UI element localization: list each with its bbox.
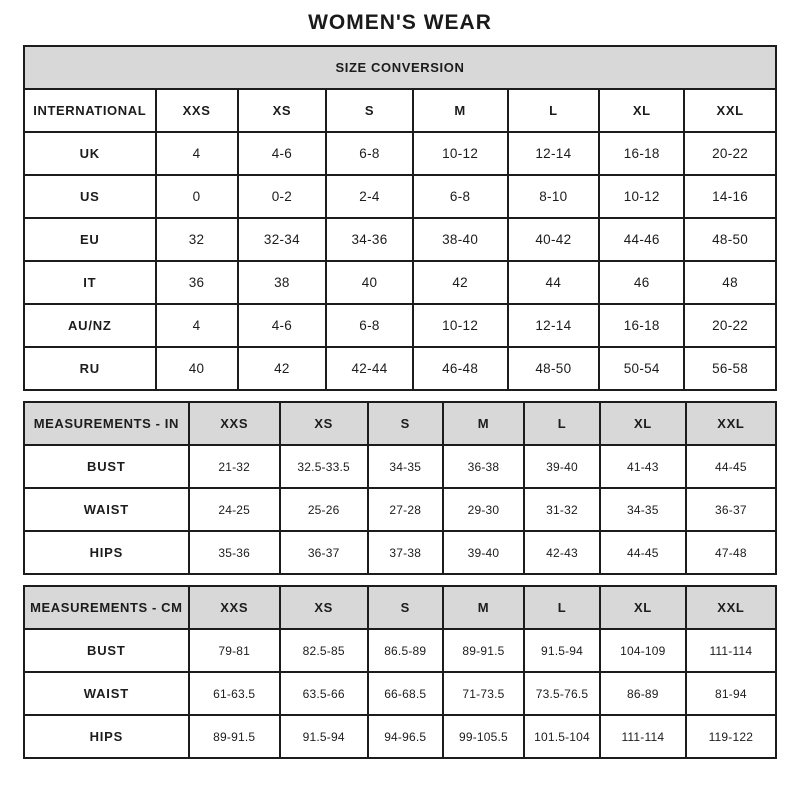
row-label-cell: UK: [24, 132, 156, 175]
value-cell: 4-6: [238, 304, 327, 347]
column-header-m: M: [413, 89, 508, 132]
value-cell: 40-42: [508, 218, 600, 261]
value-cell: 44: [508, 261, 600, 304]
column-header-l: L: [524, 586, 600, 629]
row-label-cell: HIPS: [24, 715, 189, 758]
value-cell: 10-12: [413, 304, 508, 347]
value-cell: 36-38: [443, 445, 524, 488]
value-cell: 81-94: [686, 672, 776, 715]
size-conversion-title: SIZE CONVERSION: [24, 46, 776, 89]
value-cell: 38-40: [413, 218, 508, 261]
table-row: [24, 672, 776, 715]
value-cell: 38: [238, 261, 327, 304]
value-cell: 91.5-94: [524, 629, 600, 672]
column-header-xxl: XXL: [686, 586, 776, 629]
value-cell: 79-81: [189, 629, 280, 672]
value-cell: 32: [156, 218, 238, 261]
value-cell: 34-36: [326, 218, 412, 261]
value-cell: 40: [326, 261, 412, 304]
value-cell: 99-105.5: [443, 715, 524, 758]
value-cell: 36: [156, 261, 238, 304]
value-cell: 29-30: [443, 488, 524, 531]
value-cell: 48: [684, 261, 776, 304]
column-header-xxs: XXS: [189, 586, 280, 629]
value-cell: 40: [156, 347, 238, 390]
measurements-in-table: [23, 401, 777, 575]
value-cell: 34-35: [368, 445, 443, 488]
value-cell: 10-12: [413, 132, 508, 175]
value-cell: 94-96.5: [368, 715, 443, 758]
table-row: [24, 304, 776, 347]
value-cell: 16-18: [599, 304, 684, 347]
value-cell: 48-50: [508, 347, 600, 390]
value-cell: 37-38: [368, 531, 443, 574]
value-cell: 89-91.5: [189, 715, 280, 758]
value-cell: 20-22: [684, 304, 776, 347]
row-label-cell: IT: [24, 261, 156, 304]
measurements-cm-table: [23, 585, 777, 759]
row-label-cell: RU: [24, 347, 156, 390]
column-header-xl: XL: [599, 89, 684, 132]
measurements-in-title: MEASUREMENTS - IN: [24, 402, 189, 445]
value-cell: 32-34: [238, 218, 327, 261]
value-cell: 34-35: [600, 488, 686, 531]
table-row: [24, 175, 776, 218]
value-cell: 39-40: [443, 531, 524, 574]
row-label-cell: WAIST: [24, 672, 189, 715]
column-header-xs: XS: [280, 586, 368, 629]
column-header-row: [24, 89, 776, 132]
value-cell: 6-8: [326, 132, 412, 175]
value-cell: 6-8: [413, 175, 508, 218]
column-header-xl: XL: [600, 402, 686, 445]
column-header-xxl: XXL: [684, 89, 776, 132]
value-cell: 86.5-89: [368, 629, 443, 672]
column-header-s: S: [326, 89, 412, 132]
value-cell: 42: [413, 261, 508, 304]
value-cell: 8-10: [508, 175, 600, 218]
page-title: WOMEN'S WEAR: [308, 11, 492, 34]
value-cell: 91.5-94: [280, 715, 368, 758]
value-cell: 42-44: [326, 347, 412, 390]
value-cell: 14-16: [684, 175, 776, 218]
row-label-cell: BUST: [24, 445, 189, 488]
row-label-cell: HIPS: [24, 531, 189, 574]
column-header-l: L: [524, 402, 600, 445]
value-cell: 44-46: [599, 218, 684, 261]
value-cell: 46-48: [413, 347, 508, 390]
value-cell: 82.5-85: [280, 629, 368, 672]
value-cell: 2-4: [326, 175, 412, 218]
value-cell: 61-63.5: [189, 672, 280, 715]
value-cell: 42: [238, 347, 327, 390]
value-cell: 104-109: [600, 629, 686, 672]
table-row: [24, 218, 776, 261]
table-row: [24, 132, 776, 175]
row-label-cell: EU: [24, 218, 156, 261]
value-cell: 32.5-33.5: [280, 445, 368, 488]
table-title-row: [24, 46, 776, 89]
table-row: [24, 445, 776, 488]
value-cell: 16-18: [599, 132, 684, 175]
value-cell: 0-2: [238, 175, 327, 218]
table-row: [24, 629, 776, 672]
value-cell: 39-40: [524, 445, 600, 488]
value-cell: 6-8: [326, 304, 412, 347]
column-header-xl: XL: [600, 586, 686, 629]
value-cell: 12-14: [508, 304, 600, 347]
column-header-m: M: [443, 586, 524, 629]
value-cell: 21-32: [189, 445, 280, 488]
value-cell: 46: [599, 261, 684, 304]
column-header-xs: XS: [280, 402, 368, 445]
column-header-xxl: XXL: [686, 402, 776, 445]
column-header-international: INTERNATIONAL: [24, 89, 156, 132]
value-cell: 56-58: [684, 347, 776, 390]
value-cell: 63.5-66: [280, 672, 368, 715]
value-cell: 44-45: [686, 445, 776, 488]
row-label-cell: WAIST: [24, 488, 189, 531]
column-header-row: [24, 586, 776, 629]
table-row: [24, 347, 776, 390]
column-header-row: [24, 402, 776, 445]
table-row: [24, 715, 776, 758]
value-cell: 10-12: [599, 175, 684, 218]
column-header-l: L: [508, 89, 600, 132]
value-cell: 36-37: [280, 531, 368, 574]
column-header-xxs: XXS: [189, 402, 280, 445]
value-cell: 4: [156, 304, 238, 347]
row-label-cell: US: [24, 175, 156, 218]
value-cell: 111-114: [600, 715, 686, 758]
value-cell: 44-45: [600, 531, 686, 574]
value-cell: 36-37: [686, 488, 776, 531]
value-cell: 35-36: [189, 531, 280, 574]
value-cell: 71-73.5: [443, 672, 524, 715]
column-header-xxs: XXS: [156, 89, 238, 132]
value-cell: 42-43: [524, 531, 600, 574]
row-label-cell: AU/NZ: [24, 304, 156, 347]
value-cell: 86-89: [600, 672, 686, 715]
size-conversion-table: [23, 45, 777, 391]
value-cell: 4-6: [238, 132, 327, 175]
value-cell: 111-114: [686, 629, 776, 672]
column-header-s: S: [368, 586, 443, 629]
value-cell: 101.5-104: [524, 715, 600, 758]
value-cell: 27-28: [368, 488, 443, 531]
value-cell: 41-43: [600, 445, 686, 488]
value-cell: 48-50: [684, 218, 776, 261]
value-cell: 4: [156, 132, 238, 175]
column-header-xs: XS: [238, 89, 327, 132]
table-row: [24, 261, 776, 304]
value-cell: 50-54: [599, 347, 684, 390]
value-cell: 89-91.5: [443, 629, 524, 672]
row-label-cell: BUST: [24, 629, 189, 672]
value-cell: 47-48: [686, 531, 776, 574]
value-cell: 24-25: [189, 488, 280, 531]
measurements-cm-title: MEASUREMENTS - CM: [24, 586, 189, 629]
value-cell: 25-26: [280, 488, 368, 531]
column-header-m: M: [443, 402, 524, 445]
value-cell: 0: [156, 175, 238, 218]
value-cell: 31-32: [524, 488, 600, 531]
value-cell: 66-68.5: [368, 672, 443, 715]
value-cell: 12-14: [508, 132, 600, 175]
value-cell: 119-122: [686, 715, 776, 758]
value-cell: 20-22: [684, 132, 776, 175]
table-row: [24, 488, 776, 531]
value-cell: 73.5-76.5: [524, 672, 600, 715]
table-row: [24, 531, 776, 574]
column-header-s: S: [368, 402, 443, 445]
